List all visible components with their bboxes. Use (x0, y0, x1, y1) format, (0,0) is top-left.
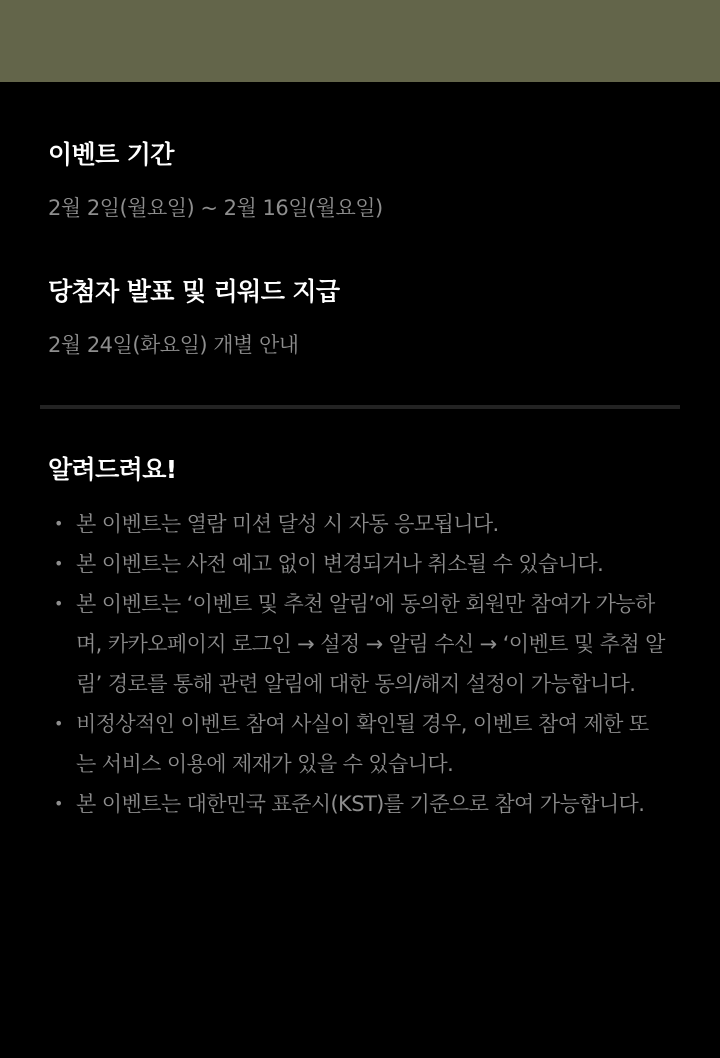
bullet-icon: • (54, 514, 63, 533)
notice-list (48, 504, 668, 824)
event-period-description: 2월 2일(월요일) ~ 2월 16일(월요일) (48, 196, 383, 220)
event-period-title: 이벤트 기간 (48, 140, 174, 169)
notice-item-text: 본 이벤트는 대한민국 표준시(KST)를 기준으로 참여 가능합니다. (76, 792, 645, 816)
winner-announcement-title: 당첨자 발표 및 리워드 지급 (48, 277, 340, 306)
bullet-icon: • (54, 594, 63, 613)
notice-item (48, 584, 668, 704)
notice-item (48, 784, 668, 824)
notice-item (48, 704, 668, 784)
notice-item-text: 본 이벤트는 사전 예고 없이 변경되거나 취소될 수 있습니다. (76, 552, 604, 576)
top-banner-band (0, 0, 720, 82)
bullet-icon: • (54, 794, 63, 813)
section-divider (40, 405, 680, 409)
notice-item-text: 본 이벤트는 ‘이벤트 및 추천 알림’에 동의한 회원만 참여가 가능하며, 카카오페이지 로그인 → 설정 → 알림 수신 → ‘이벤트 및 추첨 알림’ 경로를 통해 관련 알림에 대한 동의/해지 설정이 가능합니다. (76, 592, 665, 696)
notice-title: 알려드려요! (48, 455, 177, 484)
bullet-icon: • (54, 554, 63, 573)
bullet-icon: • (54, 714, 63, 733)
winner-announcement-description: 2월 24일(화요일) 개별 안내 (48, 333, 299, 357)
notice-item (48, 544, 668, 584)
notice-item-text: 본 이벤트는 열람 미션 달성 시 자동 응모됩니다. (76, 512, 499, 536)
notice-item (48, 504, 668, 544)
notice-item-text: 비정상적인 이벤트 참여 사실이 확인될 경우, 이벤트 참여 제한 또는 서비스 이용에 제재가 있을 수 있습니다. (76, 712, 649, 776)
